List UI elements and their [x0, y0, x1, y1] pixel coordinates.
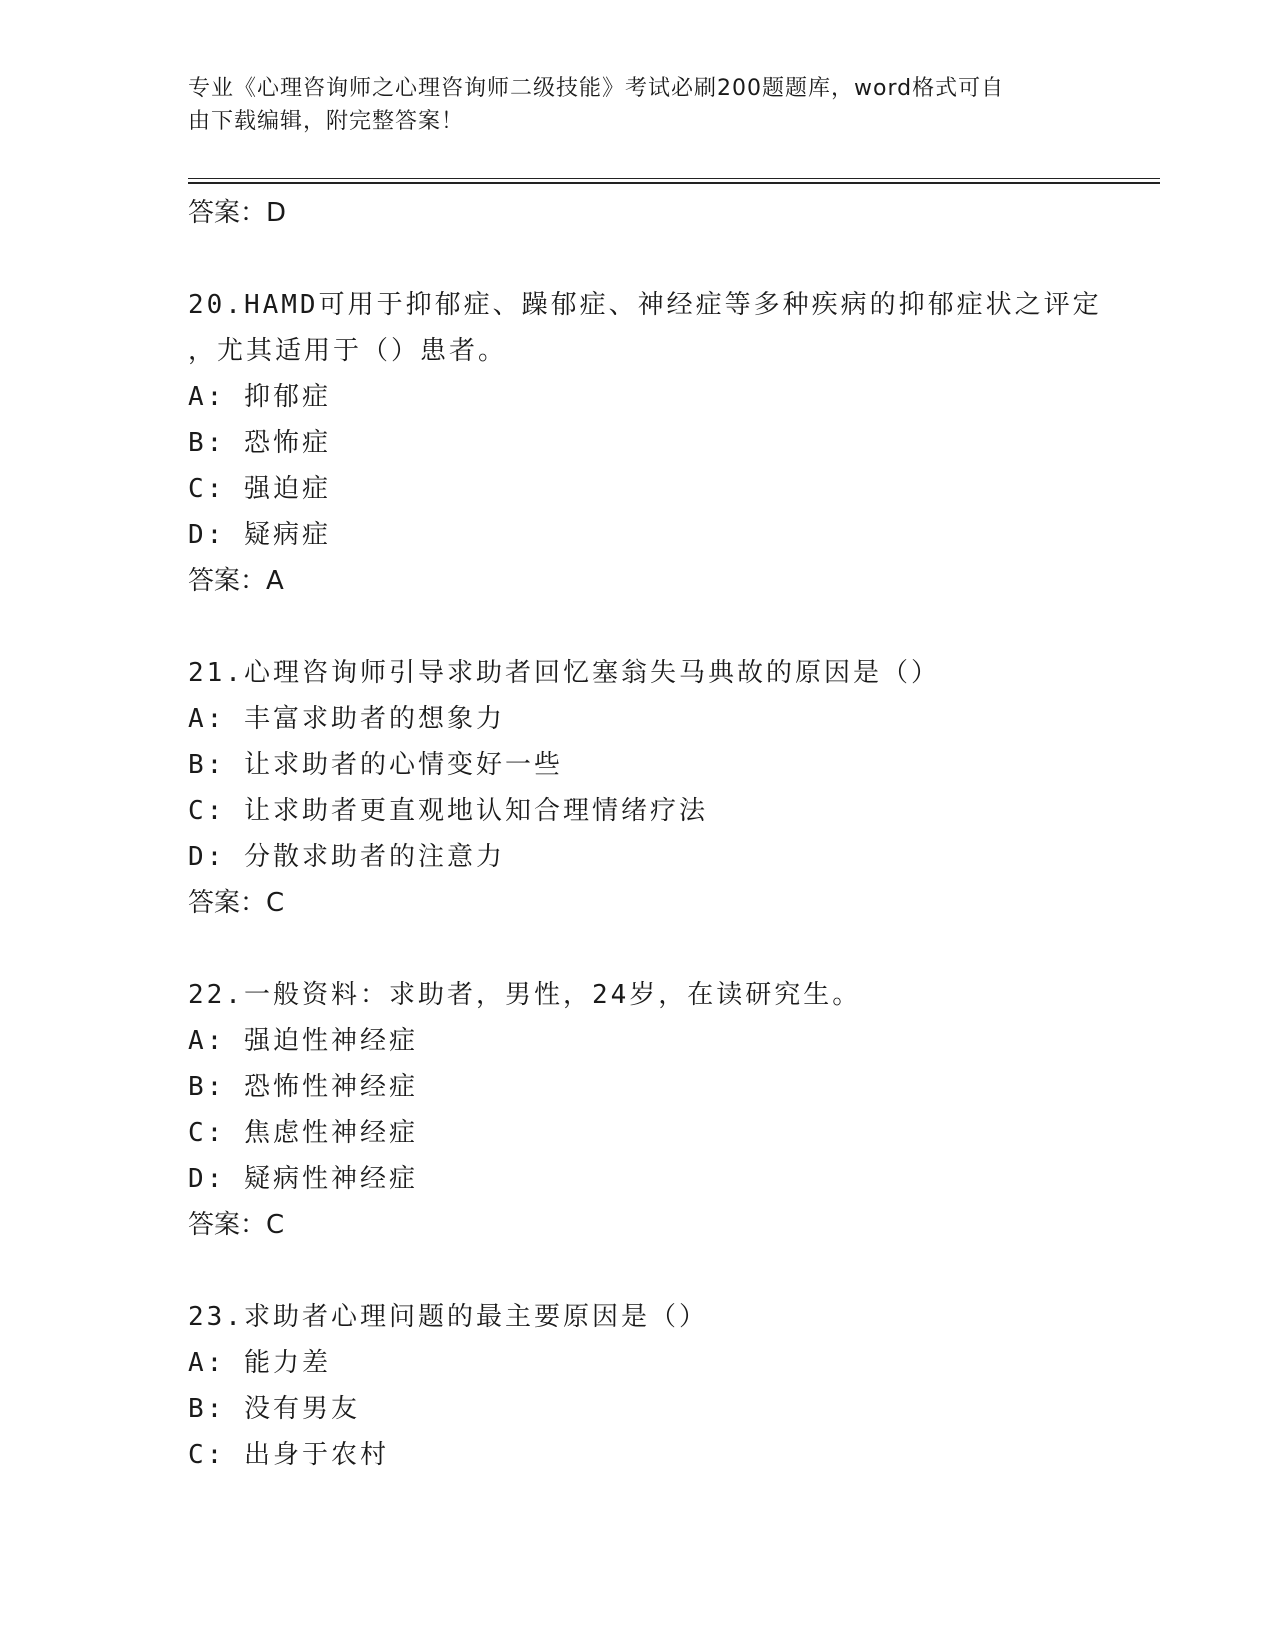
question-22 [188, 972, 1108, 1248]
answer: 答案：C [188, 888, 285, 918]
header-line-1: 专业《心理咨询师之心理咨询师二级技能》考试必刷200题题库，word格式可自 [188, 76, 1005, 101]
option-c: C: 焦虑性神经症 [188, 1118, 418, 1148]
question-23 [188, 1294, 1108, 1478]
header-divider [188, 178, 1160, 179]
question-list [188, 190, 1108, 1478]
header-line-2: 由下载编辑，附完整答案！ [188, 109, 465, 134]
option-a: A: 强迫性神经症 [188, 1026, 418, 1056]
option-c: C: 强迫症 [188, 474, 331, 504]
option-d: D: 分散求助者的注意力 [188, 842, 505, 872]
option-b: B: 恐怖性神经症 [188, 1072, 418, 1102]
question-stem: 21.心理咨询师引导求助者回忆塞翁失马典故的原因是（） [188, 658, 940, 688]
option-b: B: 让求助者的心情变好一些 [188, 750, 563, 780]
option-c: C: 出身于农村 [188, 1440, 389, 1470]
option-c: C: 让求助者更直观地认知合理情绪疗法 [188, 796, 708, 826]
option-b: B: 没有男友 [188, 1394, 360, 1424]
question-20 [188, 282, 1108, 604]
question-stem-continued: ，尤其适用于（）患者。 [188, 336, 508, 366]
option-b: B: 恐怖症 [188, 428, 331, 458]
document-header [188, 72, 1088, 138]
option-d: D: 疑病性神经症 [188, 1164, 418, 1194]
question-stem: 22.一般资料：求助者，男性，24岁，在读研究生。 [188, 980, 862, 1010]
question-stem: 20.HAMD可用于抑郁症、躁郁症、神经症等多种疾病的抑郁症状之评定 [188, 290, 1102, 320]
option-a: A: 抑郁症 [188, 382, 331, 412]
header-divider-thick [188, 182, 1160, 184]
answer: 答案：A [188, 566, 284, 596]
option-a: A: 能力差 [188, 1348, 331, 1378]
previous-answer: 答案：D [188, 198, 287, 228]
option-a: A: 丰富求助者的想象力 [188, 704, 505, 734]
question-stem: 23.求助者心理问题的最主要原因是（） [188, 1302, 708, 1332]
option-d: D: 疑病症 [188, 520, 331, 550]
question-21 [188, 650, 1108, 926]
answer: 答案：C [188, 1210, 285, 1240]
